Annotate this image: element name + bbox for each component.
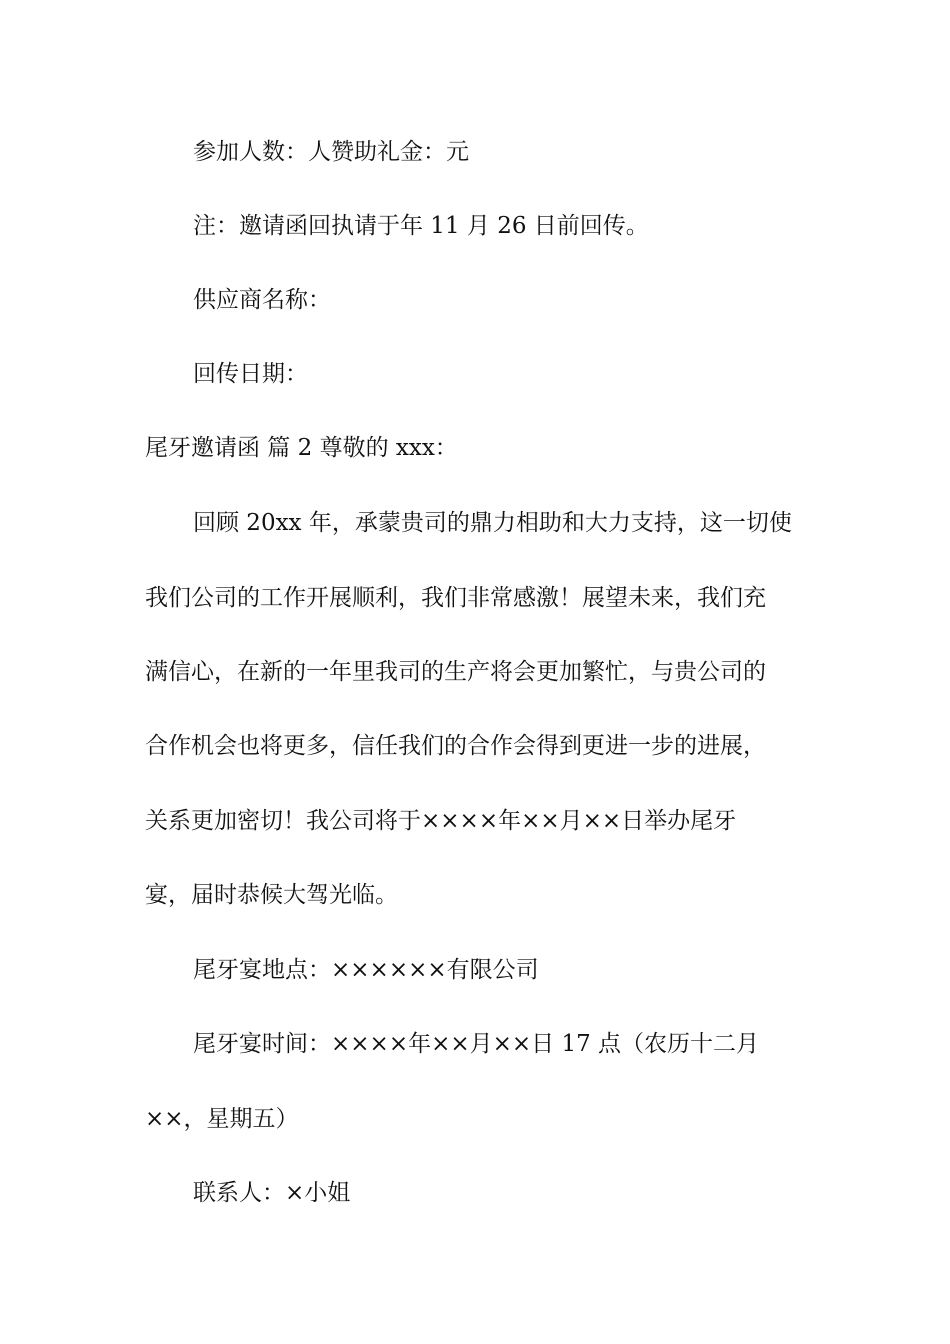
- body-paragraph-line: 满信心，在新的一年里我司的生产将会更加繁忙，与贵公司的: [145, 659, 766, 685]
- body-paragraph-line: 我们公司的工作开展顺利，我们非常感激！展望未来，我们充: [145, 585, 766, 611]
- body-paragraph-line: 关系更加密切！我公司将于××××年××月××日举办尾牙: [145, 808, 737, 834]
- venue-line: 尾牙宴地点：××××××有限公司: [193, 957, 539, 983]
- body-paragraph-line: 合作机会也将更多，信任我们的合作会得到更进一步的进展，: [145, 733, 766, 759]
- supplier-name-line: 供应商名称：: [193, 287, 331, 313]
- contact-line: 联系人：×小姐: [193, 1180, 351, 1206]
- time-line: 尾牙宴时间：××××年××月××日 17 点（农历十二月: [193, 1031, 760, 1057]
- note-line: 注：邀请函回执请于年 11 月 26 日前回传。: [193, 213, 649, 239]
- body-paragraph-line: 宴，届时恭候大驾光临。: [145, 882, 398, 908]
- time-line-continued: ××，星期五）: [145, 1106, 299, 1132]
- attendance-line: 参加人数：人赞助礼金：元: [193, 139, 469, 165]
- body-paragraph-line: 回顾 20xx 年，承蒙贵司的鼎力相助和大力支持，这一切使: [193, 510, 792, 536]
- return-date-line: 回传日期：: [193, 361, 308, 387]
- section-heading: 尾牙邀请函 篇 2 尊敬的 xxx：: [145, 435, 458, 461]
